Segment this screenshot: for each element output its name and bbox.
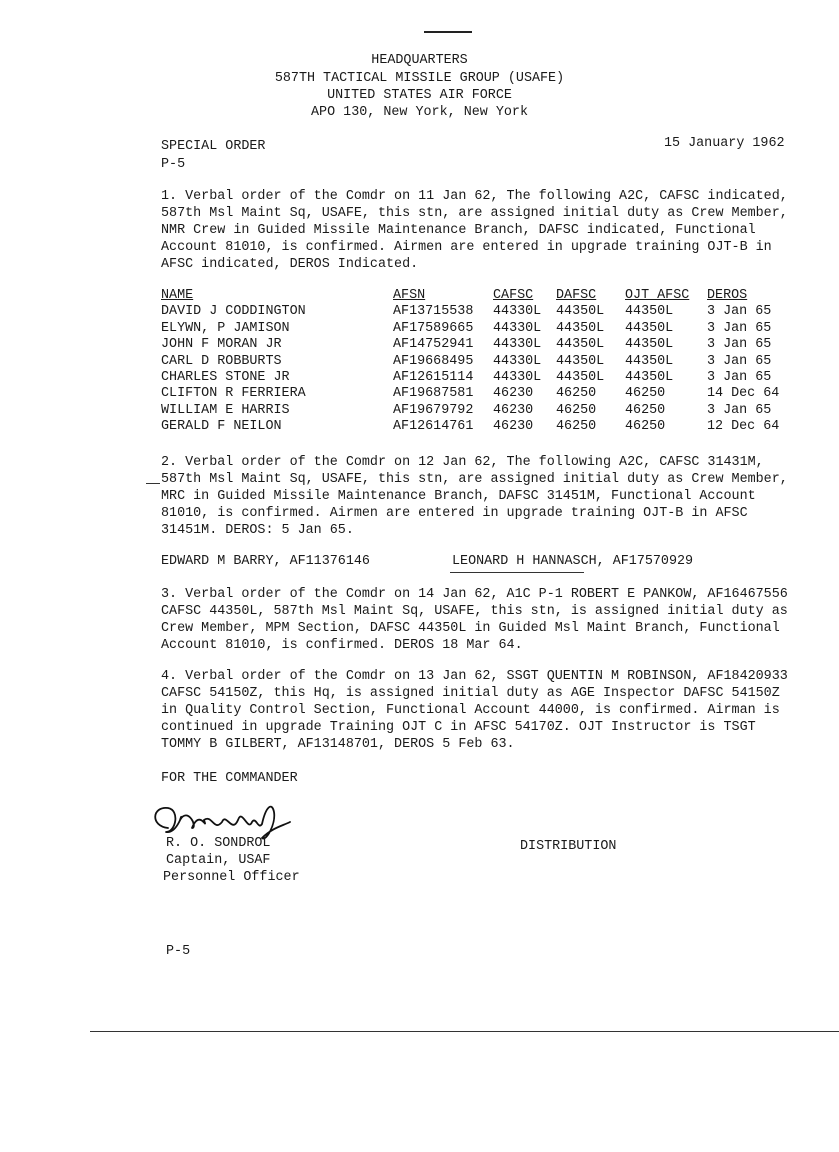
signer-title: Personnel Officer — [163, 870, 300, 885]
cell-afsn: AF14752941 — [393, 337, 474, 353]
footer-order-number: P-5 — [166, 944, 191, 959]
cell-ojt-afsc: 44350L — [625, 337, 674, 353]
order-number: P-5 — [161, 157, 186, 172]
cell-afsn: AF12614761 — [393, 419, 474, 435]
col-header-deros: DEROS — [707, 288, 748, 303]
cell-deros: 3 Jan 65 — [707, 369, 772, 385]
cell-dafsc: 46250 — [556, 386, 597, 402]
cell-afsn: AF19668495 — [393, 353, 474, 369]
cell-name: DAVID J CODDINGTON — [161, 304, 306, 320]
cell-ojt-afsc: 44350L — [625, 353, 674, 369]
cell-afsn: AF12615114 — [393, 369, 474, 385]
cell-ojt-afsc: 44350L — [625, 320, 674, 336]
cell-ojt-afsc: 46250 — [625, 402, 666, 418]
header-service: UNITED STATES AIR FORCE — [327, 88, 512, 103]
cell-ojt-afsc: 44350L — [625, 304, 674, 320]
col-header-cafsc: CAFSC — [493, 288, 534, 303]
paragraph-4: 4. Verbal order of the Comdr on 13 Jan 62, SSGT QUENTIN M ROBINSON, AF18420933 CAFSC 54150Z, this Hq, is assigned initial duty as AGE Inspector DAFSC 54150Z in Quality Control Section, Functional Account 44000, is confirmed. Airman is continued in upgrade Training OJT C in AFSC 54170Z. OJT Instructor is TSGT TOMMY B GILBERT, AF13148701, DEROS 5 Feb 63. — [161, 669, 788, 752]
cell-ojt-afsc: 44350L — [625, 369, 674, 385]
paragraph-1: 1. Verbal order of the Comdr on 11 Jan 62, The following A2C, CAFSC indicated, 587th Msl Maint Sq, USAFE, this stn, are assigned initial duty as Crew Member, NMR Crew in Guided Missile Maintenance Branch, DAFSC indicated, Functional Account 81010, is confirmed. Airmen are entered in upgrade training OJT-B in AFSC indicated, DEROS Indicated. — [161, 189, 788, 272]
cell-dafsc: 44350L — [556, 320, 605, 336]
cell-cafsc: 44330L — [493, 320, 542, 336]
header-headquarters: HEADQUARTERS — [371, 53, 468, 68]
col-header-afsn: AFSN — [393, 288, 426, 303]
airman-right: LEONARD H HANNASCH, AF17570929 — [452, 554, 694, 569]
top-dash-mark — [424, 31, 472, 33]
header-address: APO 130, New York, New York — [311, 105, 528, 120]
bottom-rule — [90, 1031, 839, 1032]
order-date: 15 January 1962 — [664, 136, 785, 151]
cell-dafsc: 44350L — [556, 304, 605, 320]
cell-deros: 3 Jan 65 — [707, 320, 772, 336]
cell-name: WILLIAM E HARRIS — [161, 402, 290, 418]
cell-name: ELYWN, P JAMISON — [161, 320, 290, 336]
cell-cafsc: 46230 — [493, 419, 534, 435]
cell-afsn: AF17589665 — [393, 320, 474, 336]
cell-cafsc: 44330L — [493, 369, 542, 385]
paragraph-2: 2. Verbal order of the Comdr on 12 Jan 62, The following A2C, CAFSC 31431M, 587th Msl Maint Sq, USAFE, this stn, are assigned initial duty as Crew Member, MRC in Guided Missile Maintenance Branch, DAFSC 31451M, Functional Account 81010, is confirmed. Airmen are entered in upgrade training OJT-B in AFSC 31451M. DEROS: 5 Jan 65. — [161, 455, 788, 538]
airman-underline — [450, 572, 584, 573]
distribution-label: DISTRIBUTION — [520, 839, 617, 854]
margin-mark — [146, 483, 160, 484]
cell-ojt-afsc: 46250 — [625, 419, 666, 435]
cell-deros: 3 Jan 65 — [707, 337, 772, 353]
header-unit: 587TH TACTICAL MISSILE GROUP (USAFE) — [274, 71, 565, 86]
closing-line: FOR THE COMMANDER — [161, 771, 298, 786]
cell-ojt-afsc: 46250 — [625, 386, 666, 402]
cell-name: JOHN F MORAN JR — [161, 337, 282, 353]
cell-name: CLIFTON R FERRIERA — [161, 386, 306, 402]
cell-afsn: AF19679792 — [393, 402, 474, 418]
cell-afsn: AF13715538 — [393, 304, 474, 320]
signer-rank: Captain, USAF — [166, 853, 271, 868]
cell-name: CHARLES STONE JR — [161, 369, 290, 385]
cell-dafsc: 44350L — [556, 369, 605, 385]
cell-name: CARL D ROBBURTS — [161, 353, 282, 369]
col-header-ojt-afsc: OJT AFSC — [625, 288, 690, 303]
cell-cafsc: 44330L — [493, 353, 542, 369]
cell-dafsc: 44350L — [556, 337, 605, 353]
cell-deros: 12 Dec 64 — [707, 419, 780, 435]
cell-cafsc: 46230 — [493, 386, 534, 402]
cell-afsn: AF19687581 — [393, 386, 474, 402]
paragraph-3: 3. Verbal order of the Comdr on 14 Jan 62, A1C P-1 ROBERT E PANKOW, AF16467556 CAFSC 44350L, 587th Msl Maint Sq, USAFE, this stn, is assigned initial duty as Crew Member, MPM Section, DAFSC 44350L in Guided Msl Maint Branch, Functional Account 81010, is confirmed. DEROS 18 Mar 64. — [161, 587, 788, 653]
signer-name: R. O. SONDROL — [166, 836, 271, 851]
col-header-name: NAME — [161, 288, 194, 303]
order-type: SPECIAL ORDER — [161, 139, 266, 154]
cell-deros: 14 Dec 64 — [707, 386, 780, 402]
airman-left: EDWARD M BARRY, AF11376146 — [161, 554, 370, 569]
cell-dafsc: 46250 — [556, 419, 597, 435]
cell-dafsc: 46250 — [556, 402, 597, 418]
cell-deros: 3 Jan 65 — [707, 353, 772, 369]
cell-name: GERALD F NEILON — [161, 419, 282, 435]
cell-cafsc: 46230 — [493, 402, 534, 418]
col-header-dafsc: DAFSC — [556, 288, 597, 303]
cell-cafsc: 44330L — [493, 304, 542, 320]
cell-dafsc: 44350L — [556, 353, 605, 369]
cell-deros: 3 Jan 65 — [707, 402, 772, 418]
cell-cafsc: 44330L — [493, 337, 542, 353]
cell-deros: 3 Jan 65 — [707, 304, 772, 320]
